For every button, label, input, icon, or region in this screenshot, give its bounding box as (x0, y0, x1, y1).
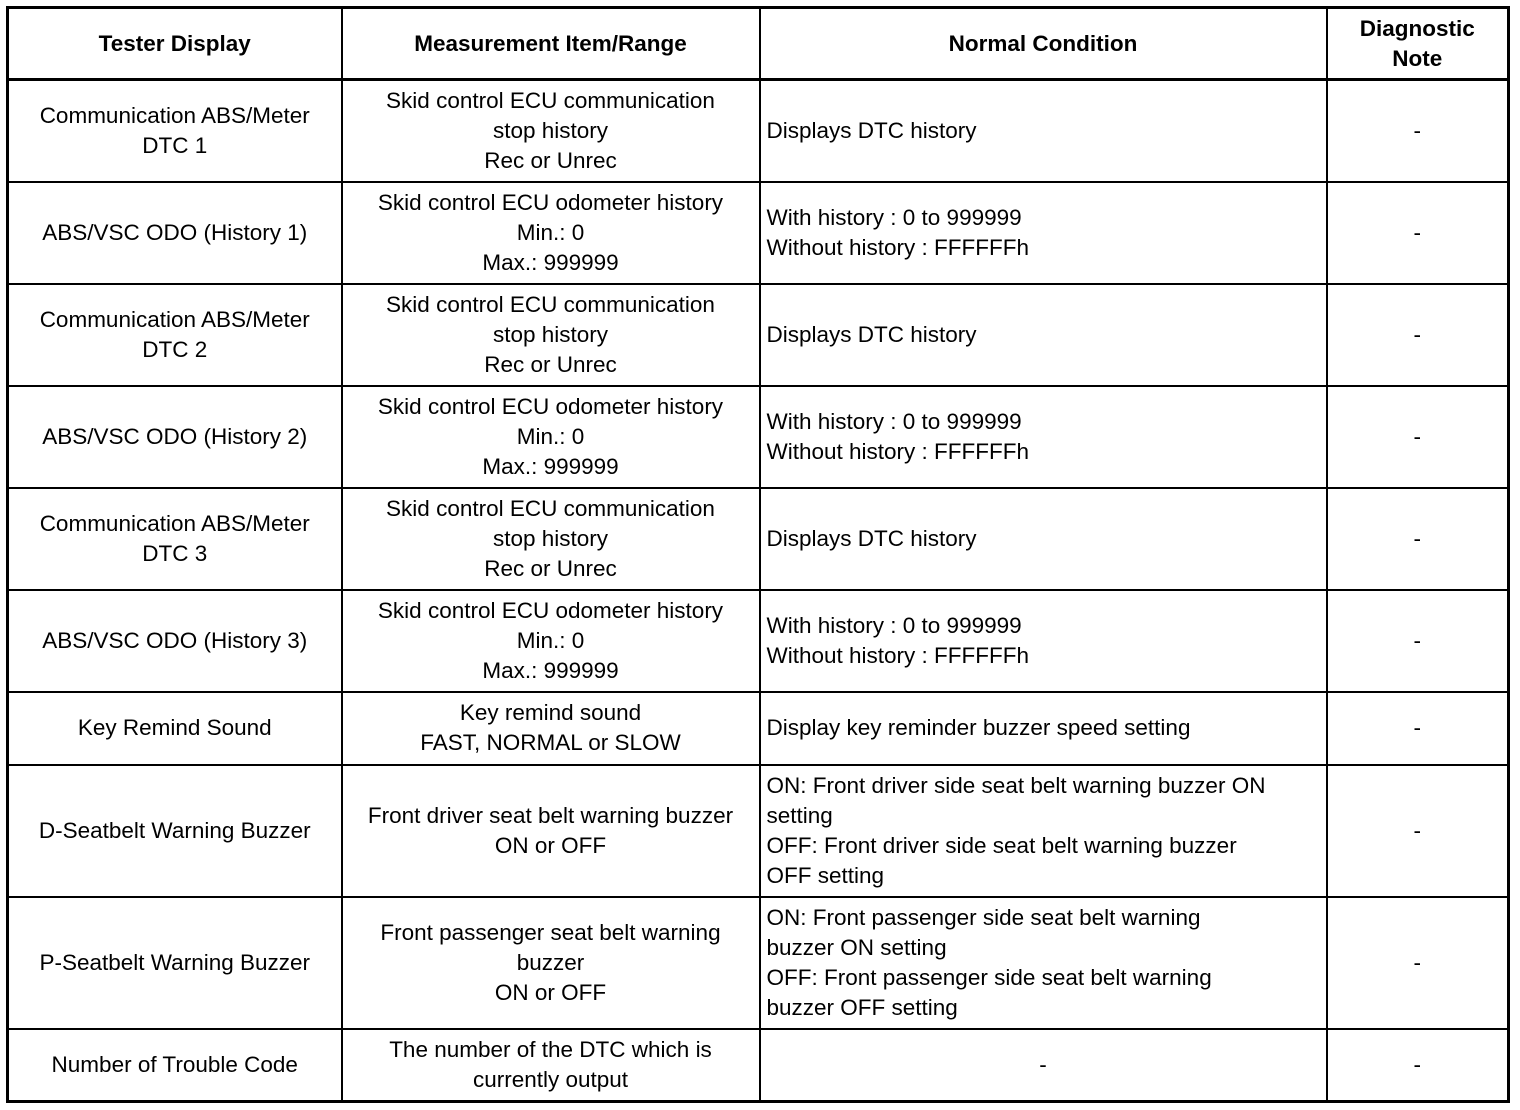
cell-line: Skid control ECU odometer history (377, 189, 724, 215)
normal-condition-cell (760, 284, 1327, 386)
cell-line: Skid control ECU communication (386, 495, 715, 521)
table-row (8, 765, 1509, 897)
cell-line: Skid control ECU communication (386, 87, 715, 113)
cell-line: - (1039, 1051, 1047, 1077)
measurement-cell (342, 182, 760, 284)
cell-line: Number of Trouble Code (51, 1051, 298, 1077)
measurement-cell (342, 80, 760, 182)
diagnostic-note-cell (1327, 182, 1509, 284)
cell-line: - (1413, 627, 1421, 653)
diagnostic-note-cell (1327, 284, 1509, 386)
cell-line: With history : 0 to 999999 (766, 612, 1022, 638)
tester-display-cell (8, 80, 342, 182)
cell-line: Front driver seat belt warning buzzer (367, 802, 734, 828)
table-row (8, 692, 1509, 765)
cell-line: stop history (492, 525, 609, 551)
header-measurement-item: Measurement Item/Range (342, 8, 760, 80)
cell-line: With history : 0 to 999999 (766, 408, 1022, 434)
cell-line: Communication ABS/Meter (39, 510, 310, 536)
cell-line: DTC 3 (142, 540, 208, 566)
cell-line: Communication ABS/Meter (39, 102, 310, 128)
cell-line: Front passenger seat belt warning (380, 919, 721, 945)
normal-condition-cell (760, 80, 1327, 182)
diagnostic-note-cell (1327, 1029, 1509, 1102)
cell-line: stop history (492, 117, 609, 143)
cell-line: ABS/VSC ODO (History 2) (42, 423, 308, 449)
cell-line: currently output (472, 1066, 629, 1092)
cell-line: P-Seatbelt Warning Buzzer (39, 949, 311, 975)
cell-line: stop history (492, 321, 609, 347)
tester-display-cell (8, 386, 342, 488)
cell-line: Skid control ECU odometer history (377, 597, 724, 623)
cell-line: Max.: 999999 (482, 249, 619, 275)
cell-line: - (1413, 219, 1421, 245)
cell-line: Displays DTC history (766, 525, 977, 551)
cell-line: setting (766, 802, 833, 828)
cell-line: OFF setting (766, 862, 885, 888)
cell-line: - (1413, 321, 1421, 347)
cell-line: With history : 0 to 999999 (766, 204, 1022, 230)
normal-condition-cell (760, 692, 1327, 765)
cell-line: Max.: 999999 (482, 657, 619, 683)
normal-condition-cell (760, 182, 1327, 284)
tester-display-cell (8, 1029, 342, 1102)
table-row (8, 488, 1509, 590)
table-row (8, 386, 1509, 488)
measurement-cell (342, 284, 760, 386)
cell-line: - (1413, 117, 1421, 143)
cell-line: Skid control ECU communication (386, 291, 715, 317)
tester-display-cell (8, 765, 342, 897)
normal-condition-cell (760, 590, 1327, 692)
header-diagnostic-note: Diagnostic Note (1327, 8, 1509, 80)
tester-display-cell (8, 897, 342, 1029)
measurement-cell (342, 386, 760, 488)
cell-line: Rec or Unrec (484, 555, 617, 581)
cell-line: ON or OFF (494, 832, 607, 858)
normal-condition-cell (760, 488, 1327, 590)
diagnostic-note-cell (1327, 590, 1509, 692)
cell-line: Without history : FFFFFFh (766, 234, 1030, 260)
header-row (8, 8, 1509, 80)
cell-line: Displays DTC history (766, 117, 977, 143)
cell-line: - (1413, 949, 1421, 975)
measurement-cell (342, 1029, 760, 1102)
diagnostic-note-cell (1327, 692, 1509, 765)
tester-display-cell (8, 182, 342, 284)
cell-line: ABS/VSC ODO (History 1) (42, 219, 308, 245)
cell-line: Key Remind Sound (77, 715, 272, 740)
cell-line: Min.: 0 (516, 627, 585, 653)
diagnostic-note-cell (1327, 897, 1509, 1029)
tester-display-cell (8, 692, 342, 765)
cell-line: D-Seatbelt Warning Buzzer (38, 817, 311, 843)
cell-line: Displays DTC history (766, 321, 977, 347)
cell-line: The number of the DTC which is (389, 1036, 712, 1062)
cell-line: buzzer ON setting (766, 934, 947, 960)
cell-line: Display key reminder buzzer speed setting (766, 715, 1191, 740)
cell-line: - (1413, 525, 1421, 551)
cell-line: - (1413, 817, 1421, 843)
table-row (8, 897, 1509, 1029)
tester-display-cell (8, 590, 342, 692)
cell-line: Key remind sound (459, 700, 642, 725)
measurement-cell (342, 488, 760, 590)
measurement-cell (342, 765, 760, 897)
cell-line: OFF: Front driver side seat belt warning buzzer (766, 832, 1237, 858)
normal-condition-cell (760, 1029, 1327, 1102)
diagnostic-note-cell (1327, 80, 1509, 182)
header-normal-condition: Normal Condition (760, 8, 1327, 80)
cell-line: Rec or Unrec (484, 351, 617, 377)
data-list-table (6, 6, 1510, 1103)
cell-line: FAST, NORMAL or SLOW (420, 730, 681, 755)
cell-line: DTC 1 (142, 132, 208, 158)
cell-line: Without history : FFFFFFh (766, 642, 1030, 668)
measurement-cell (342, 897, 760, 1029)
cell-line: - (1413, 1051, 1421, 1077)
cell-line: ON or OFF (494, 979, 607, 1005)
table-body (8, 80, 1509, 1102)
measurement-cell (342, 590, 760, 692)
diagnostic-note-cell (1327, 765, 1509, 897)
cell-line: - (1413, 715, 1421, 740)
normal-condition-cell (760, 897, 1327, 1029)
cell-line: Skid control ECU odometer history (377, 393, 724, 419)
diagnostic-note-cell (1327, 488, 1509, 590)
tester-display-cell (8, 488, 342, 590)
table-row (8, 284, 1509, 386)
cell-line: buzzer (516, 949, 585, 975)
measurement-cell (342, 692, 760, 765)
cell-line: - (1413, 423, 1421, 449)
tester-display-cell (8, 284, 342, 386)
normal-condition-cell (760, 386, 1327, 488)
cell-line: ON: Front driver side seat belt warning buzzer ON (766, 772, 1266, 798)
cell-line: Min.: 0 (516, 423, 585, 449)
cell-line: Max.: 999999 (482, 453, 619, 479)
cell-line: ON: Front passenger side seat belt warning (766, 904, 1201, 930)
cell-line: buzzer OFF setting (766, 994, 958, 1020)
cell-line: Min.: 0 (516, 219, 585, 245)
table-row (8, 1029, 1509, 1102)
cell-line: ABS/VSC ODO (History 3) (42, 627, 308, 653)
cell-line: Without history : FFFFFFh (766, 438, 1030, 464)
diagnostic-note-cell (1327, 386, 1509, 488)
cell-line: DTC 2 (142, 336, 208, 362)
cell-line: Rec or Unrec (484, 147, 617, 173)
table-row (8, 590, 1509, 692)
table-row (8, 182, 1509, 284)
cell-line: OFF: Front passenger side seat belt warning (766, 964, 1212, 990)
normal-condition-cell (760, 765, 1327, 897)
cell-line: Communication ABS/Meter (39, 306, 310, 332)
table-row (8, 80, 1509, 182)
header-tester-display: Tester Display (8, 8, 342, 80)
